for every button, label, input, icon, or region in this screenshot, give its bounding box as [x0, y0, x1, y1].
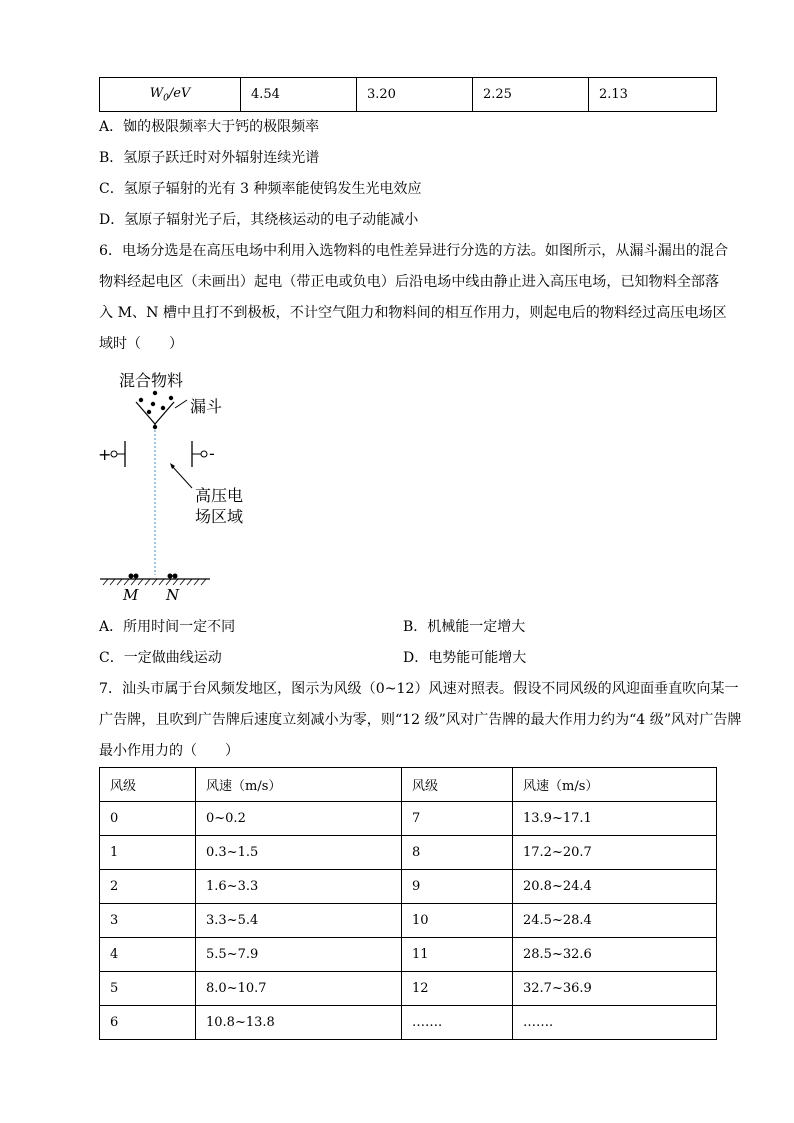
ground-icon — [100, 579, 210, 585]
table-row — [100, 938, 717, 972]
table-cell: 6 — [100, 1006, 196, 1040]
electric-separation-figure — [95, 362, 275, 612]
q7-stem-line-2: 广告牌，且吹到广告牌后速度立刻减小为零，则“12 级”风对广告牌的最大作用力约为“4 级”风对广告牌 — [99, 712, 742, 728]
q6-option-b: B．机械能一定增大 — [403, 619, 526, 635]
q6-option-c: C．一定做曲线运动 — [99, 650, 222, 666]
q6-stem-line-4: 域时（ ） — [99, 336, 183, 352]
table-cell: ……. — [402, 1006, 513, 1040]
q7-stem-line-1: 7．汕头市属于台风频发地区，图示为风级（0~12）风速对照表。假设不同风级的风迎面垂直吹向某一 — [99, 681, 739, 697]
work-function-label: $W_0/eV$ — [100, 78, 241, 112]
field-region-label-line-1: 高压电 — [195, 486, 244, 505]
table-row — [100, 802, 717, 836]
table-cell: 10.8~13.8 — [196, 1006, 402, 1040]
slot-m-particles-icon — [129, 574, 139, 579]
q5-option-c: C．氢原子辐射的光有 3 种频率能使钨发生光电效应 — [99, 181, 422, 197]
table-row — [100, 870, 717, 904]
table-cell: 12 — [402, 972, 513, 1006]
field-region-label-line-2: 场区域 — [195, 507, 244, 526]
mixture-label: 混合物料 — [119, 371, 184, 390]
table-cell: 3 — [100, 904, 196, 938]
table-row — [100, 904, 717, 938]
negative-plate-icon — [192, 441, 207, 467]
table-cell: 8.0~10.7 — [196, 972, 402, 1006]
slot-m-label: M — [123, 586, 139, 604]
q5-option-d: D．氢原子辐射光子后，其绕核运动的电子动能减小 — [99, 212, 419, 228]
table-cell: 4.54 — [241, 78, 357, 112]
pointer-arrow-icon — [170, 463, 192, 488]
table-cell: 17.2~20.7 — [513, 836, 717, 870]
header-cell: 风速（m/s） — [196, 768, 402, 802]
wind-scale-table — [99, 767, 717, 1040]
table-cell: 7 — [402, 802, 513, 836]
table-row — [100, 1006, 717, 1040]
table-header-row — [100, 768, 717, 802]
table-cell: 3.20 — [357, 78, 473, 112]
table-cell: 1 — [100, 836, 196, 870]
q5-option-a: A．铷的极限频率大于钙的极限频率 — [99, 119, 320, 135]
minus-terminal-label: - — [209, 444, 215, 463]
table-cell: 2 — [100, 870, 196, 904]
table-row — [100, 972, 717, 1006]
table-cell: 5 — [100, 972, 196, 1006]
q6-option-a: A．所用时间一定不同 — [99, 619, 236, 635]
table-cell: 24.5~28.4 — [513, 904, 717, 938]
header-cell: 风级 — [100, 768, 196, 802]
q5-option-b: B．氢原子跃迁时对外辐射连续光谱 — [99, 150, 320, 166]
table-cell: 4 — [100, 938, 196, 972]
table-cell: 1.6~3.3 — [196, 870, 402, 904]
figure-drawing — [95, 362, 275, 612]
table-cell: 13.9~17.1 — [513, 802, 717, 836]
table-cell: 28.5~32.6 — [513, 938, 717, 972]
q6-stem-line-1: 6．电场分选是在高压电场中利用入选物料的电性差异进行分选的方法。如图所示，从漏斗漏出的混合 — [99, 243, 729, 259]
funnel-label: 漏斗 — [190, 397, 223, 416]
table-cell: 0.3~1.5 — [196, 836, 402, 870]
q6-option-d: D．电势能可能增大 — [403, 650, 527, 666]
table-cell: 9 — [402, 870, 513, 904]
q6-stem-line-3: 入 M、N 槽中且打不到极板，不计空气阻力和物料间的相互作用力，则起电后的物料经过高压电场区 — [99, 305, 727, 321]
table-cell: 8 — [402, 836, 513, 870]
table-cell: 20.8~24.4 — [513, 870, 717, 904]
table-cell: 2.13 — [589, 78, 717, 112]
table-cell: ……. — [513, 1006, 717, 1040]
q6-stem-line-2: 物料经起电区（未画出）起电（带正电或负电）后沿电场中线由静止进入高压电场，已知物料全部落 — [99, 274, 720, 290]
table-cell: 3.3~5.4 — [196, 904, 402, 938]
header-cell: 风速（m/s） — [513, 768, 717, 802]
table-cell: 0~0.2 — [196, 802, 402, 836]
table-cell: 32.7~36.9 — [513, 972, 717, 1006]
table-cell: 2.25 — [473, 78, 589, 112]
funnel-icon — [136, 400, 187, 428]
table-row — [100, 836, 717, 870]
plus-terminal-label: + — [98, 445, 112, 464]
table-cell: 10 — [402, 904, 513, 938]
header-cell: 风级 — [402, 768, 513, 802]
q7-stem-line-3: 最小作用力的（ ） — [99, 743, 239, 759]
work-function-table — [99, 77, 717, 112]
positive-plate-icon — [111, 441, 125, 467]
table-row — [100, 78, 717, 112]
table-cell: 0 — [100, 802, 196, 836]
table-cell: 11 — [402, 938, 513, 972]
slot-n-particles-icon — [168, 574, 178, 579]
slot-n-label: N — [166, 586, 180, 604]
table-cell: 5.5~7.9 — [196, 938, 402, 972]
